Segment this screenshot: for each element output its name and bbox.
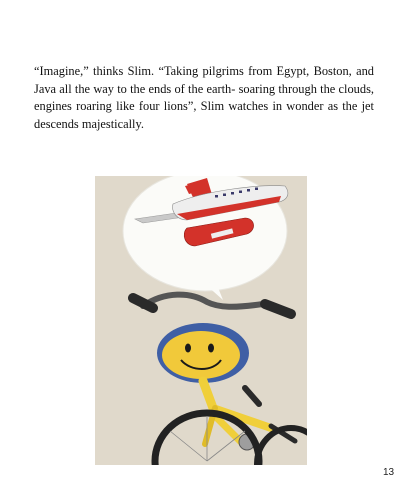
illustration: [95, 176, 307, 465]
story-paragraph: “Imagine,” thinks Slim. “Taking pilgrims from Egypt, Boston, and Java all the way to the ends of the earth- soaring through the clouds, engines roaring like four lions”, Slim watches in wonder as the jet descends majestically.: [34, 64, 374, 131]
illustration-art: [95, 176, 307, 465]
page-number: 13: [383, 467, 395, 478]
